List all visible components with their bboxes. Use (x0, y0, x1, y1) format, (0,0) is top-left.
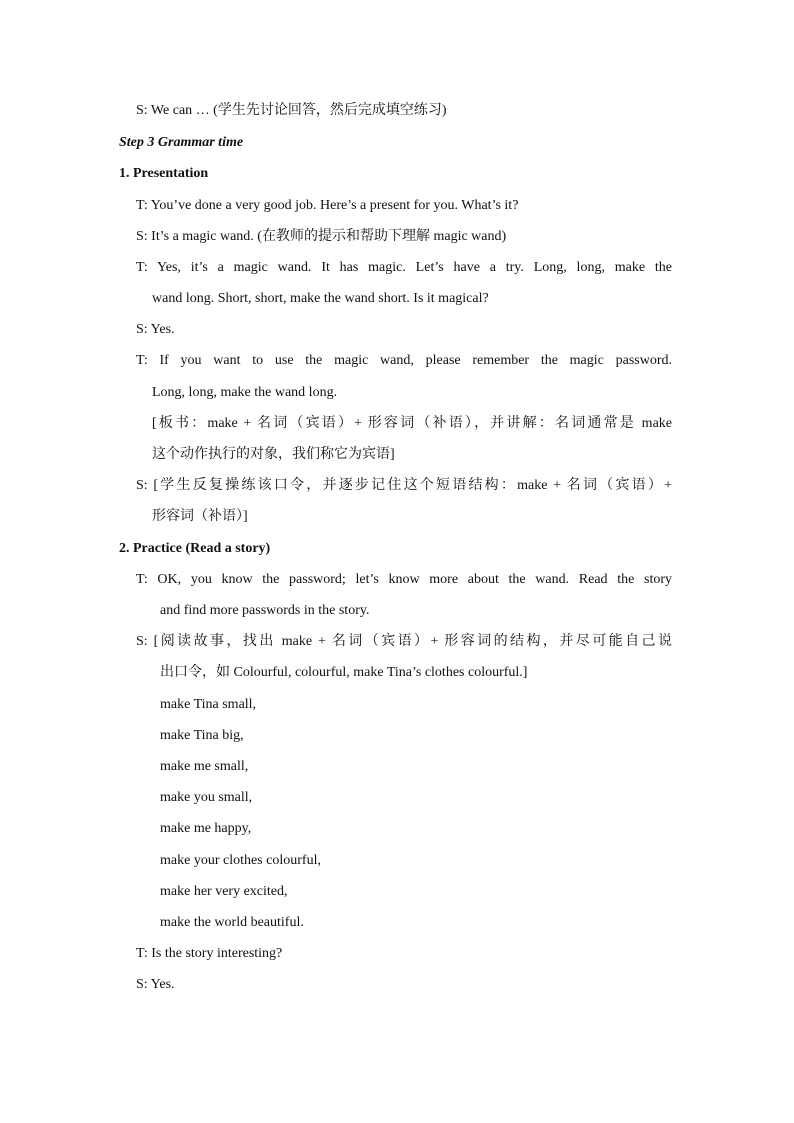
student-line: S: [阅读故事，找出 make + 名词（宾语）+ 形容词的结构，并尽可能自己说 (136, 634, 672, 649)
teacher-line: T: If you want to use the magic wand, please remember the magic password. (136, 353, 672, 368)
step-heading: Step 3 Grammar time (119, 135, 244, 150)
password-item: make me small, (160, 759, 249, 774)
password-item: make Tina big, (160, 728, 244, 743)
student-line-continued: 出口令，如 Colourful, colourful, make Tina’s clothes colourful.] (160, 665, 528, 680)
section-heading-presentation: 1. Presentation (119, 166, 209, 181)
board-note: [板书：make + 名词（宾语）+ 形容词（补语），并讲解：名词通常是 make (152, 416, 672, 431)
student-line: S: It’s a magic wand. (在教师的提示和帮助下理解 magic wand) (136, 229, 507, 244)
student-line: S: Yes. (136, 322, 175, 337)
teacher-line-continued: and find more passwords in the story. (160, 603, 370, 618)
password-item: make me happy, (160, 821, 252, 836)
section-heading-practice: 2. Practice (Read a story) (119, 541, 271, 556)
password-item: make the world beautiful. (160, 915, 304, 930)
student-line-we-can: S: We can … (学生先讨论回答，然后完成填空练习) (136, 103, 447, 118)
password-item: make your clothes colourful, (160, 853, 321, 868)
teacher-line-continued: Long, long, make the wand long. (152, 385, 338, 400)
student-line-continued: 形容词（补语）] (152, 509, 248, 524)
teacher-line: T: Yes, it’s a magic wand. It has magic. Let’s have a try. Long, long, make the (136, 260, 672, 275)
teacher-line: T: OK, you know the password; let’s know more about the wand. Read the story (136, 572, 672, 587)
teacher-line-continued: wand long. Short, short, make the wand short. Is it magical? (152, 291, 489, 306)
password-item: make her very excited, (160, 884, 288, 899)
board-note-continued: 这个动作执行的对象，我们称它为宾语] (152, 447, 395, 462)
teacher-line: T: Is the story interesting? (136, 946, 283, 961)
password-item: make you small, (160, 790, 253, 805)
password-item: make Tina small, (160, 697, 257, 712)
student-line: S: [学生反复操练该口令，并逐步记住这个短语结构：make + 名词（宾语）+ (136, 478, 672, 493)
student-line: S: Yes. (136, 977, 175, 992)
teacher-line: T: You’ve done a very good job. Here’s a present for you. What’s it? (136, 198, 519, 213)
